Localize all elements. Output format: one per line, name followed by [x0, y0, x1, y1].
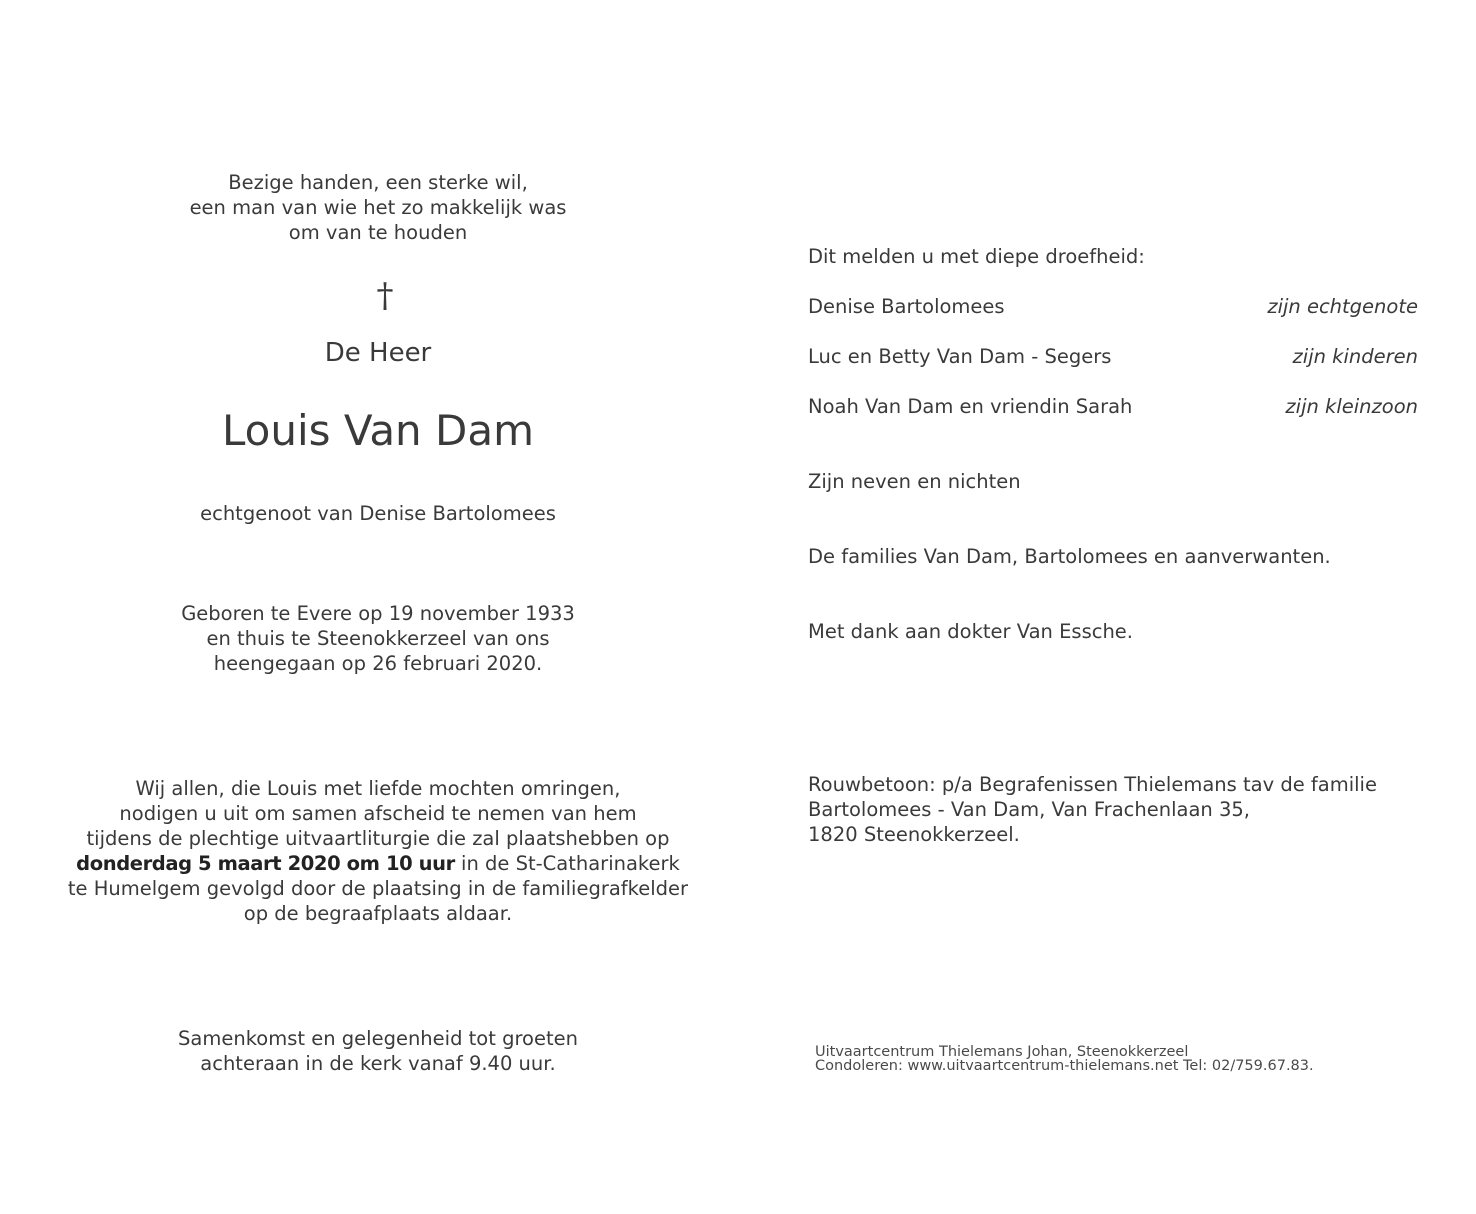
cross-icon: † [376, 276, 394, 316]
address-line: Bartolomees - Van Dam, Van Frachenlaan 35, [808, 798, 1250, 821]
gathering-info [0, 1026, 756, 1076]
poem-line: om van te houden [288, 221, 468, 244]
family-member-name: Luc en Betty Van Dam - Segers [808, 345, 1112, 368]
invitation-line: nodigen u uit om samen afscheid te nemen van hem [119, 802, 637, 825]
gathering-line: Samenkomst en gelegenheid tot groeten [178, 1027, 578, 1050]
funeral-home-footer [815, 1045, 1435, 1073]
condolence-address [808, 772, 1418, 847]
funeral-date: donderdag 5 maart 2020 om 10 uur [76, 852, 455, 875]
thanks-line: Met dank aan dokter Van Essche. [808, 620, 1134, 643]
church-name: in de St-Catharinakerk [454, 852, 680, 875]
families-line: De families Van Dam, Bartolomees en aanverwanten. [808, 545, 1331, 568]
footer-line: Condoleren: www.uitvaartcentrum-thielemans.net Tel: 02/759.67.83. [815, 1058, 1314, 1074]
family-member-row [808, 344, 1418, 369]
announcement-intro: Dit melden u met diepe droefheid: [808, 245, 1145, 268]
invitation-line: op de begraafplaats aldaar. [243, 902, 513, 925]
family-member-row [808, 394, 1418, 419]
memorial-poem [0, 170, 756, 245]
poem-line: Bezige handen, een sterke wil, [228, 171, 528, 194]
family-relation: zijn kinderen [1292, 345, 1418, 368]
birth-line: en thuis te Steenokkerzeel van ons [206, 627, 550, 650]
footer-line: Uitvaartcentrum Thielemans Johan, Steenokkerzeel [815, 1044, 1189, 1060]
address-line: 1820 Steenokkerzeel. [808, 823, 1020, 846]
deceased-name: Louis Van Dam [221, 406, 535, 455]
family-relation: zijn echtgenote [1267, 295, 1418, 318]
family-member-name: Denise Bartolomees [808, 295, 1005, 318]
family-member-name: Noah Van Dam en vriendin Sarah [808, 395, 1133, 418]
birth-death-info [0, 601, 756, 676]
invitation-line: Wij allen, die Louis met liefde mochten omringen, [135, 777, 621, 800]
spouse-line: echtgenoot van Denise Bartolomees [200, 502, 556, 525]
birth-line: Geboren te Evere op 19 november 1933 [181, 602, 575, 625]
birth-line: heengegaan op 26 februari 2020. [213, 652, 543, 675]
cousins-line: Zijn neven en nichten [808, 470, 1021, 493]
address-line: Rouwbetoon: p/a Begrafenissen Thielemans tav de familie [808, 773, 1377, 796]
invitation-line [0, 851, 756, 876]
gathering-line: achteraan in de kerk vanaf 9.40 uur. [200, 1052, 556, 1075]
family-relation: zijn kleinzoon [1285, 395, 1418, 418]
invitation-line: tijdens de plechtige uitvaartliturgie die zal plaatshebben op [86, 827, 670, 850]
salutation: De Heer [324, 338, 432, 368]
poem-line: een man van wie het zo makkelijk was [189, 196, 567, 219]
family-member-row [808, 294, 1418, 319]
invitation-line: te Humelgem gevolgd door de plaatsing in de familiegrafkelder [67, 877, 689, 900]
funeral-invitation [0, 776, 756, 926]
